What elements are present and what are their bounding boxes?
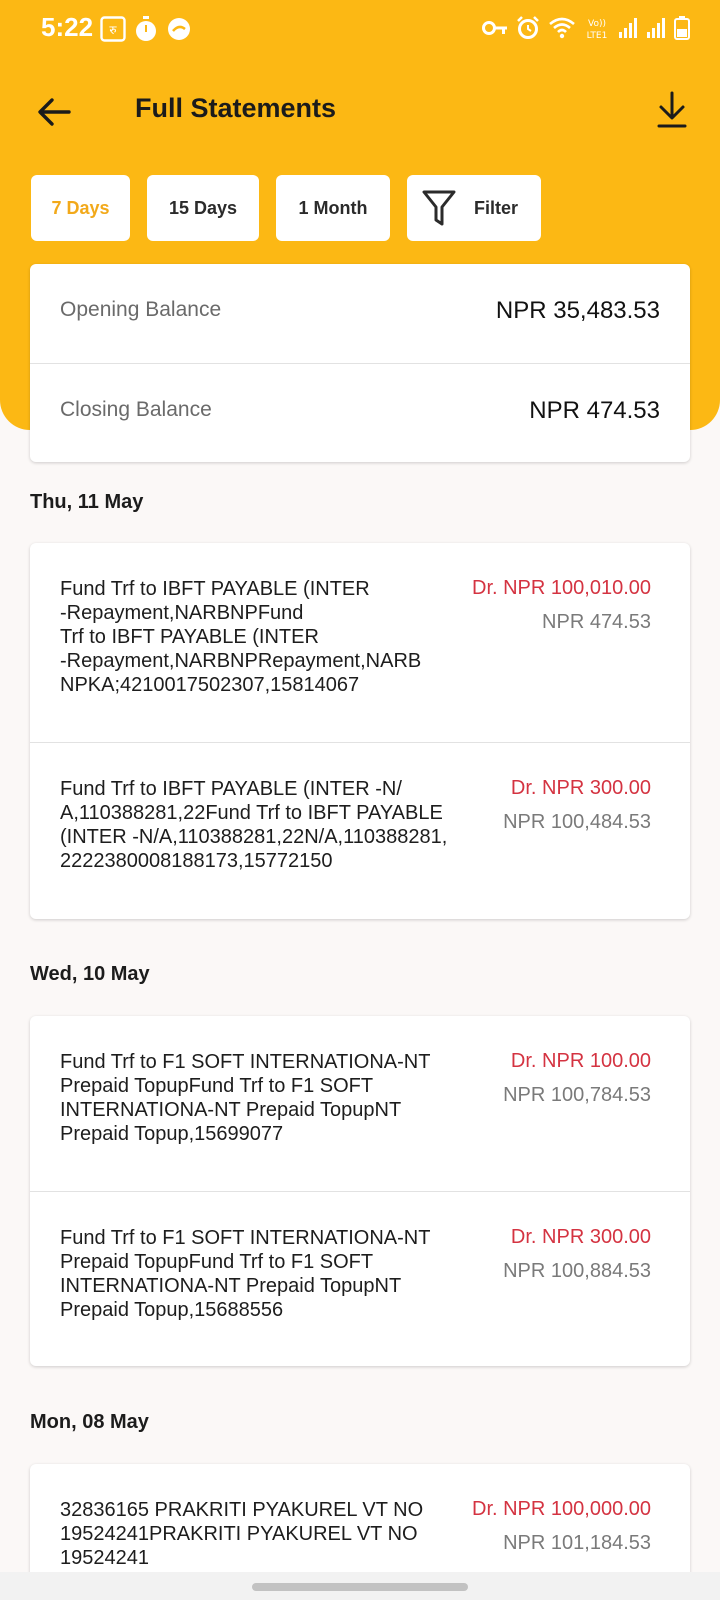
- transaction-amount: Dr. NPR 100.00: [510, 1050, 651, 1072]
- signal-icon: [646, 17, 666, 44]
- wifi-icon: [548, 16, 576, 45]
- transaction-row[interactable]: [30, 1464, 690, 1584]
- transaction-description: 32836165 PRAKRITI PYAKUREL VT NO 19524241PRAKRITI PYAKUREL VT NO 19524241: [60, 1499, 424, 1569]
- transaction-balance: NPR 474.53: [542, 611, 651, 633]
- chip-1-month[interactable]: 1 Month: [276, 175, 390, 241]
- transaction-amount: Dr. NPR 100,000.00: [472, 1498, 651, 1520]
- date-header: Thu, 11 May: [30, 491, 144, 513]
- date-range-chips: [31, 175, 541, 241]
- transaction-row[interactable]: [30, 543, 690, 742]
- chip-7-days[interactable]: 7 Days: [31, 175, 130, 241]
- svg-text:Vo)): Vo)): [588, 19, 606, 29]
- app-bar: [0, 76, 720, 146]
- transaction-description: Fund Trf to IBFT PAYABLE (INTER -Repayment,NARBNPFund Trf to IBFT PAYABLE (INTER -Repayment,NARBNPRepayment,NARB NPKA;4210017502307,15814067: [60, 578, 422, 696]
- transaction-row[interactable]: [30, 742, 690, 919]
- transaction-balance: NPR 101,184.53: [503, 1532, 651, 1554]
- status-bar: [0, 0, 720, 56]
- svg-text:LTE1: LTE1: [586, 31, 608, 41]
- transaction-description: Fund Trf to F1 SOFT INTERNATIONA-NT Prepaid TopupFund Trf to F1 SOFT INTERNATIONA-NT Prepaid TopupNT Prepaid Topup,15688556: [60, 1227, 431, 1321]
- transaction-balance: NPR 100,884.53: [503, 1260, 651, 1282]
- closing-balance-row: [30, 363, 690, 462]
- opening-balance-value: NPR 35,483.53: [495, 297, 660, 324]
- download-icon: [656, 91, 688, 129]
- opening-balance-label: Opening Balance: [60, 298, 222, 321]
- volte-icon: [584, 15, 610, 46]
- page-title: Full Statements: [135, 93, 337, 123]
- home-gesture-handle[interactable]: [252, 1583, 468, 1591]
- transaction-balance: NPR 100,484.53: [503, 811, 651, 833]
- transaction-card: [30, 1016, 690, 1366]
- rupee-notification-icon: [100, 16, 126, 47]
- date-header: Wed, 10 May: [30, 963, 150, 985]
- date-header: Mon, 08 May: [30, 1411, 149, 1433]
- transaction-card: [30, 543, 690, 919]
- balance-card: [30, 264, 690, 462]
- vpn-key-icon: [482, 18, 508, 43]
- transaction-amount: Dr. NPR 100,010.00: [472, 577, 651, 599]
- chip-15-days[interactable]: 15 Days: [147, 175, 259, 241]
- download-button[interactable]: [648, 86, 696, 134]
- closing-balance-value: NPR 474.53: [529, 397, 660, 424]
- closing-balance-label: Closing Balance: [60, 398, 212, 421]
- transaction-row[interactable]: [30, 1191, 690, 1366]
- status-time: 5:22: [41, 12, 94, 42]
- transaction-row[interactable]: [30, 1016, 690, 1191]
- transaction-card: [30, 1464, 690, 1584]
- funnel-icon: [422, 189, 456, 227]
- transaction-amount: Dr. NPR 300.00: [510, 1226, 651, 1248]
- alarm-icon: [516, 16, 540, 45]
- battery-icon: [674, 16, 690, 45]
- filter-label: Filter: [473, 197, 518, 218]
- arrow-left-icon: [37, 97, 71, 127]
- back-button[interactable]: [30, 90, 78, 134]
- transaction-description: Fund Trf to F1 SOFT INTERNATIONA-NT Prepaid TopupFund Trf to F1 SOFT INTERNATIONA-NT Prepaid TopupNT Prepaid Topup,15699077: [60, 1051, 431, 1145]
- signal-icon: [618, 17, 638, 44]
- filter-button[interactable]: [407, 175, 541, 241]
- transaction-balance: NPR 100,784.53: [503, 1084, 651, 1106]
- transaction-description: Fund Trf to IBFT PAYABLE (INTER -N/ A,110388281,22Fund Trf to IBFT PAYABLE (INTER -N/A,110388281,22N/A,110388281, 2222380008188173,15772150: [60, 778, 448, 872]
- timer-icon: [134, 16, 158, 47]
- svg-text:रु: रु: [109, 23, 117, 37]
- chat-bubble-icon: [166, 16, 192, 47]
- transaction-amount: Dr. NPR 300.00: [510, 777, 651, 799]
- opening-balance-row: [30, 264, 690, 363]
